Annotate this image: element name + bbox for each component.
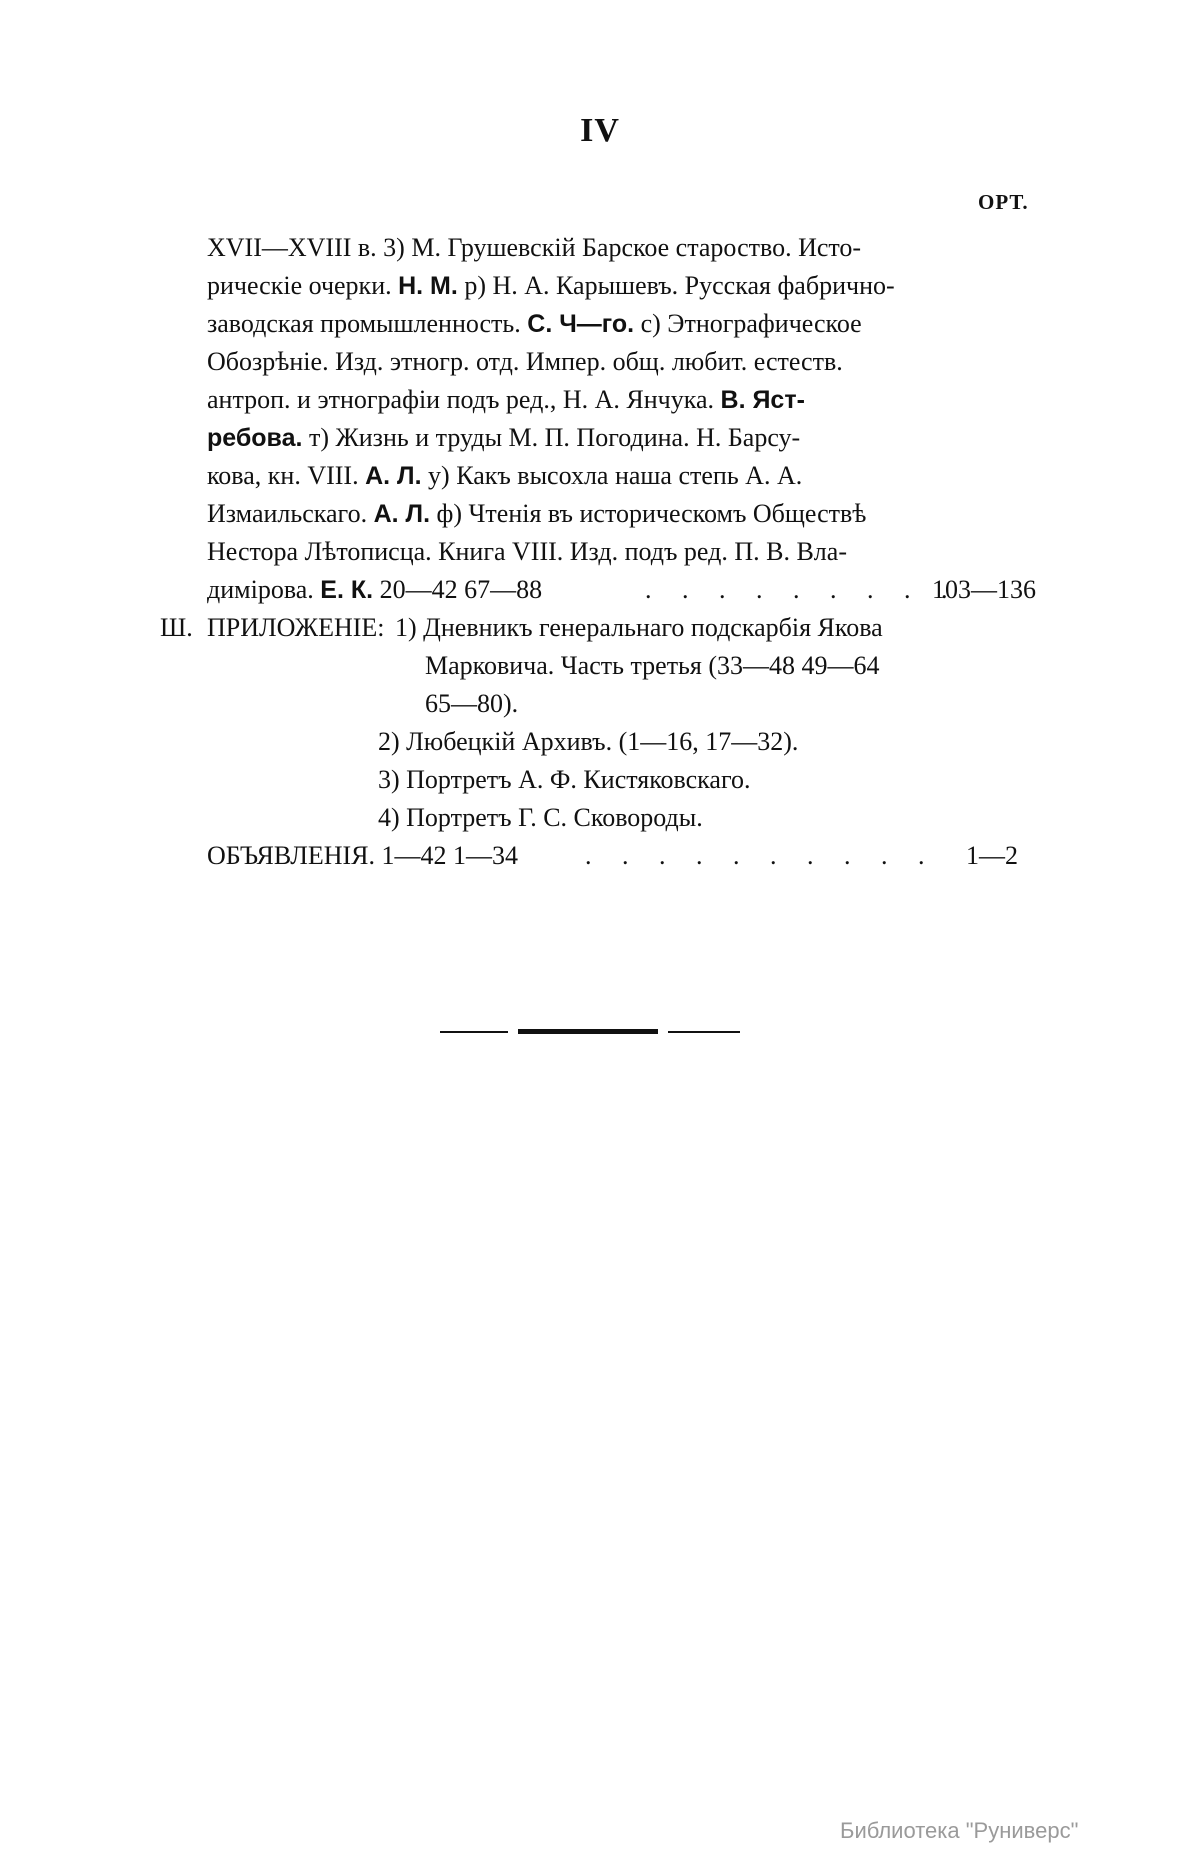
column-header: ОРТ. [978,190,1029,214]
appendix-item-continuation: Марковича. Часть третья (33—48 49—64 [425,651,880,680]
appendix-numeral: Ш. [160,613,193,642]
text-segment: у) Какъ высохла наша степь А. А. [421,461,803,490]
text-line [207,422,800,454]
text-segment: кова, кн. VIII. [207,461,366,490]
text-segment: р) Н. А. Карышевъ. Русская фабрично- [457,271,895,300]
appendix-item-continuation: 65—80). [425,689,519,718]
text-segment: антроп. и этнографіи подъ ред., Н. А. Янчука. [207,385,721,414]
page-range: 1—2 [966,841,1018,870]
rule-segment-center [518,1029,658,1034]
text-segment: 20—42 67—88 [373,575,543,604]
reviewer-initials: А. Л. [373,500,431,528]
rule-segment-right [668,1031,740,1033]
text-line [207,536,847,568]
text-segment: рическіе очерки. [207,271,399,300]
text-line [207,270,895,302]
library-watermark: Библиотека "Руниверс" [840,1818,1079,1843]
dot-leader: . . . . . . . . . . [585,841,937,870]
reviewer-initials: Е. К. [320,576,374,604]
text-segment: с) Этнографическое [634,309,862,338]
text-segment: Нестора Лѣтописца. Книга VIII. Изд. подъ ред. П. В. Вла- [207,537,847,566]
text-segment: заводская промышленность. [207,309,528,338]
reviewer-initials: ребова. [207,424,303,452]
text-line [207,574,542,606]
appendix-heading: ПРИЛОЖЕНІЕ: [207,613,385,642]
appendix-item: 3) Портретъ А. Ф. Кистяковскаго. [378,765,751,794]
appendix-item: 4) Портретъ Г. С. Сковороды. [378,803,703,832]
text-line [207,498,866,530]
announcements-label: ОБЪЯВЛЕНІЯ. 1—42 1—34 [207,841,518,870]
reviewer-initials: В. Яст- [720,386,805,414]
appendix-item: 1) Дневникъ генеральнаго подскарбія Якова [395,613,883,642]
rule-segment-left [440,1031,508,1033]
text-line [207,384,805,416]
ornamental-rule [440,1027,740,1039]
reviewer-initials: С. Ч—го. [527,310,635,338]
text-line [207,460,802,492]
text-segment: XVII—XVIII в. 3) М. Грушевскій Барское староство. Исто- [207,233,862,262]
appendix-item: 2) Любецкій Архивъ. (1—16, 17—32). [378,727,799,756]
text-line [207,308,862,340]
page-range: 103—136 [932,575,1036,604]
text-segment: т) Жизнь и труды М. П. Погодина. Н. Барсу- [302,423,801,452]
page-number: IV [580,112,620,149]
text-line [207,346,843,378]
reviewer-initials: Н. М. [398,272,458,300]
reviewer-initials: А. Л. [365,462,422,490]
text-line [207,232,861,264]
text-segment: Измаильскаго. [207,499,374,528]
text-segment: ф) Чтенія въ историческомъ Обществѣ [430,499,867,528]
text-segment: димірова. [207,575,321,604]
dot-leader: . . . . . . . . . [645,575,960,604]
text-segment: Обозрѣніе. Изд. этногр. отд. Импер. общ. любит. естеств. [207,347,843,376]
